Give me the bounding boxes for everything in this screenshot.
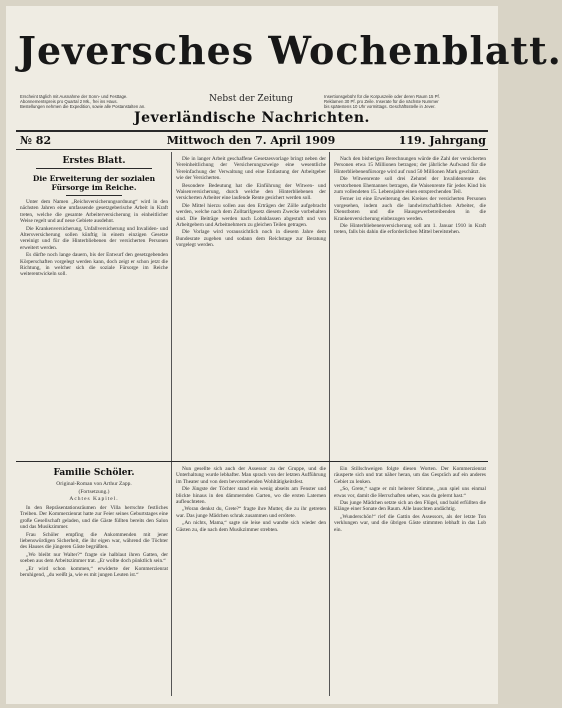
paragraph: Die Mittel hierzu sollen aus den Erträgen der Zölle aufgebracht werden, welche nach dem Zolltarifgesetz diesem Zwecke vorbehalten sind. Die Beiträge werden nach Lohnklassen abgestuft und von Arbeitgebern und Arbeitnehmern zu gleichen Teilen getragen.: [176, 202, 326, 229]
supplement-title: Jeverländische Nachrichten.: [134, 110, 370, 126]
article-body-col3: [334, 156, 486, 456]
newspaper-page: [6, 6, 562, 704]
feuilleton-rule: [16, 461, 488, 462]
paragraph: „So, Grete,“ sagte er mit heiterer Stimme, „nun spiel uns einmal etwas vor, damit die Herrschaften sehen, was du gelernt hast.“: [334, 486, 486, 499]
paragraph: Nun gesellte sich auch der Assessor zu der Gruppe, und die Unterhaltung wurde lebhafter. Man sprach von der letzten Aufführung im Theater und von dem bevorstehenden Wohltätigkeitsfest.: [176, 466, 326, 485]
section-label: Erstes Blatt.: [62, 156, 126, 166]
column-divider: [171, 152, 172, 696]
issue-year: 119. Jahrgang: [398, 134, 486, 147]
feuilleton-body-col1: [20, 505, 168, 697]
paragraph: Besondere Bedeutung hat die Einführung der Witwen- und Waisenversicherung, durch welche den Hinterbliebenen der versicherten Arbeiter eine laufende Rente gesichert werden soll.: [176, 182, 326, 202]
paragraph: Es dürfte noch lange dauern, bis der Entwurf den gesetzgebenden Körperschaften vorgelegt werden kann, doch zeigt er schon jetzt die Richtung, in welcher sich die soziale Fürsorge im Reiche weiterentwickeln soll.: [20, 252, 168, 278]
rule-top: [16, 130, 488, 132]
feuilleton-body-col3: [334, 466, 486, 697]
paragraph: Ein Stillschweigen folgte diesen Worten. Der Kommerzienrat räusperte sich und trat näher heran, um das Gespräch auf ein anderes Gebiet zu lenken.: [334, 466, 486, 485]
feuilleton-body-col2: [176, 466, 326, 697]
subheader-center: Nebst der Zeitung: [209, 94, 293, 104]
article-headline: Die Erweiterung der sozialen Fürsorge im Reiche.: [32, 174, 156, 192]
article-body-col1: [20, 199, 168, 457]
paragraph: Die Vorlage wird voraussichtlich noch in diesem Jahre dem Bundesrate zugehen und sodann dem Reichstage zur Beratung vorgelegt werden.: [176, 229, 326, 249]
paragraph: Das junge Mädchen setzte sich an den Flügel, und bald erfüllten die Klänge einer Sonate den Raum. Alle lauschten andächtig.: [334, 500, 486, 513]
rule-bottom: [16, 149, 488, 150]
paragraph: Die Krankenversicherung, Unfallversicherung und Invaliden- und Altersversicherung sollen künftig in einem einzigen Gesetze vereinigt und für die Hinterbliebenen der versicherten Personen erweitert werden.: [20, 225, 168, 251]
paragraph: Ferner ist eine Erweiterung des Kreises der versicherten Personen vorgesehen, indem auch die landwirtschaftlichen Arbeiter, die Dienstboten und die Hausgewerbetreibenden in die Krankenversicherung einbezogen werden.: [334, 196, 486, 222]
feuilleton-continuation: (Fortsetzung.): [78, 489, 110, 495]
section-rule: [36, 168, 152, 169]
paragraph: Die in langer Arbeit geschaffene Gesetzesvorlage bringt neben der Vereinheitlichung der Versicherungszweige eine wesentliche Vereinfachung der Verwaltung und eine Entlastung der Arbeitgeber wie der Versicherten.: [176, 156, 326, 182]
subheader-right-line: Insertionsgebühr für die Korpuszeile oder deren Raum 15 Pf.: [324, 94, 440, 99]
subheader-left-line: Bestellungen nehmen die Expedition, sowie alle Postanstalten an.: [20, 104, 146, 109]
paragraph: Die Jüngste der Töchter stand ein wenig abseits am Fenster und blickte hinaus in den dämmernden Garten, wo die ersten Laternen aufleuchteten.: [176, 486, 326, 506]
issue-number: № 82: [20, 134, 52, 147]
subheader-right-line: Reklamen 30 Pf. pro Zeile. Inserate für die nächste Nummer: [324, 99, 439, 104]
masthead-title: Jeversches Wochenblatt.: [18, 28, 562, 73]
subheader-left-line: Erscheint täglich mit Ausnahme der Sonn- und Festtage.: [20, 94, 128, 99]
paragraph: Die Witwenrente soll drei Zehntel der Invalidenrente des verstorbenen Ehemannes betragen, die Waisenrente für jedes Kind bis zum vollendeten 15. Lebensjahre einen entsprechenden Teil.: [334, 176, 486, 196]
paragraph: Die Hinterbliebenenversicherung soll am 1. Januar 1910 in Kraft treten, falls bis dahin die erforderlichen Mittel bereitstehen.: [334, 223, 486, 236]
feuilleton-subtitle: Original-Roman von Arthur Zapp.: [56, 481, 132, 487]
paragraph: Unter dem Namen „Reichsversicherungsordnung“ wird in den nächsten Jahren eine umfassende gesetzgeberische Arbeit in Kraft treten, welche die gesamte Arbeiterversicherung in einheitlicher Weise regelt und auf neue Gebiete ausdehnt.: [20, 199, 168, 225]
paragraph: „Wo bleibt nur Walter?“ fragte sie halblaut ihren Gatten, der soeben aus dem Arbeitszimmer trat. „Er wollte doch pünktlich sein.“: [20, 551, 168, 565]
column-divider: [329, 152, 330, 696]
subheader-right: [324, 94, 486, 109]
paragraph: In den Repräsentationsräumen der Villa herrschte festliches Treiben. Der Kommerzienrat hatte zur Feier seines Geburtstages eine große Gesellschaft geladen, und die Gäste füllten bereits den Salon und das Musikzimmer.: [20, 505, 168, 531]
feuilleton-title: Familie Schöler.: [53, 468, 135, 478]
paragraph: „An nichts, Mama,“ sagte sie leise und wandte sich wieder den Gästen zu, die nach dem Musikzimmer strebten.: [176, 520, 326, 533]
paragraph: „Woran denkst du, Grete?“ fragte ihre Mutter, die zu ihr getreten war. Das junge Mädchen schrak zusammen und errötete.: [176, 506, 326, 519]
paragraph: Frau Schöler empfing die Ankommenden mit jener liebenswürdigen Sicherheit, die ihr eigen war, während die Töchter des Hauses die jüngeren Gäste begrüßten.: [20, 531, 168, 551]
subheader-left-line: Abonnementspreis pro Quartal 2 Mk., frei ins Haus.: [20, 99, 118, 104]
subheader-left: [20, 94, 180, 109]
headline-rule: [66, 195, 122, 196]
feuilleton-chapter: Achtes Kapitel.: [69, 496, 119, 502]
article-body-col2: [176, 156, 326, 456]
paragraph: „Wunderschön!“ rief die Gattin des Assessors, als der letzte Ton verklungen war, und die übrigen Gäste stimmten lebhaft in das Lob ein.: [334, 513, 486, 533]
paragraph: Nach den bisherigen Berechnungen würde die Zahl der versicherten Personen etwa 15 Millionen betragen; der jährliche Aufwand für die Hinterbliebenenfürsorge wird auf rund 50 Millionen Mark geschätzt.: [334, 156, 486, 175]
issue-date: Mittwoch den 7. April 1909: [166, 134, 336, 147]
paragraph: „Er wird schon kommen,“ erwiderte der Kommerzienrat beruhigend, „du weißt ja, wie es mit jungen Leuten ist.“: [20, 565, 168, 579]
subheader-right-line: bis spätestens 10 Uhr vormittags. Geschäftsstelle in Jever.: [324, 104, 436, 109]
